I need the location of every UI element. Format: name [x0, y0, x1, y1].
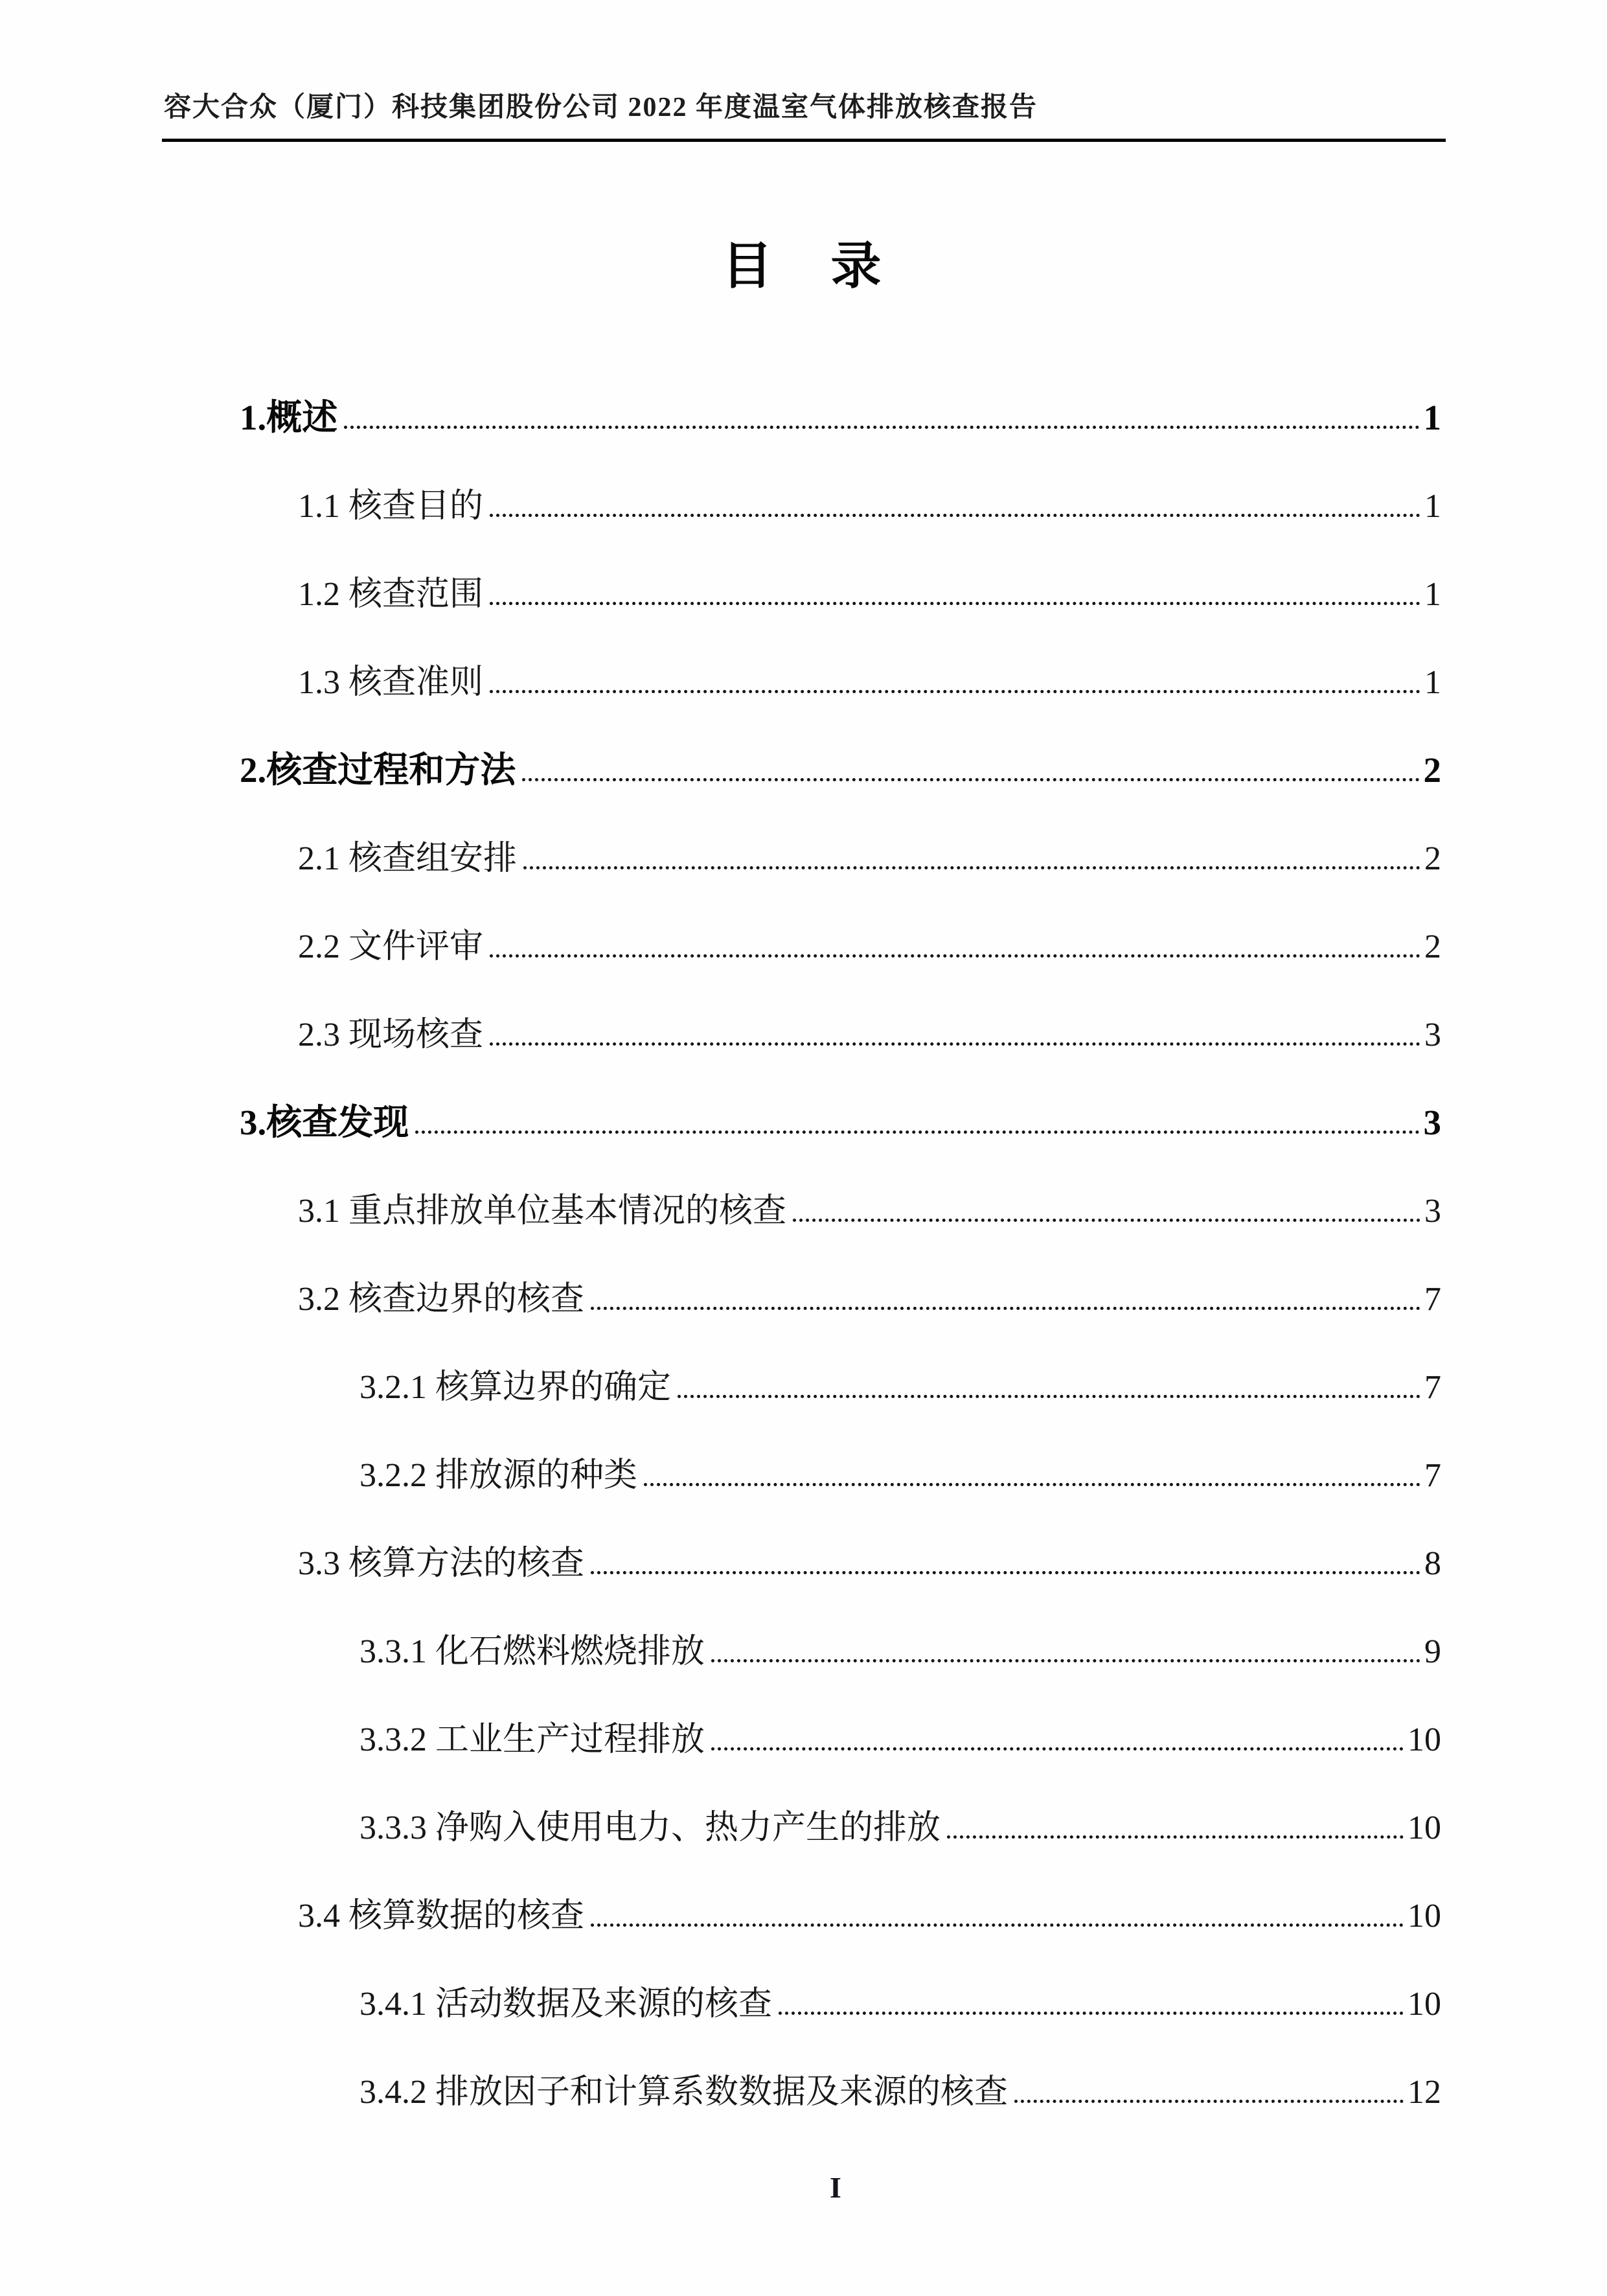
toc-entry[interactable]	[0, 1583, 1607, 1671]
toc-entry-page[interactable]: 7	[1424, 1457, 1441, 1495]
toc-leader-dots	[947, 1835, 1404, 1839]
toc-entry-label[interactable]: 3.3.2 工业生产过程排放	[359, 1721, 705, 1759]
toc-entry[interactable]	[0, 1495, 1607, 1583]
toc-entry-label[interactable]: 3.3.1 化石燃料燃烧排放	[359, 1633, 705, 1671]
toc-leader-dots	[522, 778, 1419, 781]
toc-entry-label[interactable]: 1.2 核查范围	[298, 576, 484, 614]
toc-leader-dots	[793, 1219, 1420, 1222]
toc-entry-page[interactable]: 7	[1424, 1369, 1441, 1406]
toc-entry-label[interactable]: 2.3 现场核查	[298, 1016, 484, 1054]
toc-entry[interactable]	[0, 1936, 1607, 2024]
toc-leader-dots	[490, 690, 1420, 693]
toc-entry-label[interactable]: 3.4 核算数据的核查	[298, 1898, 585, 1935]
toc-leader-dots	[678, 1395, 1420, 1398]
toc-leader-dots	[591, 1307, 1420, 1310]
toc-entry-label[interactable]: 3.4.1 活动数据及来源的核查	[359, 1986, 773, 2023]
toc-leader-dots	[344, 426, 1419, 429]
toc-entry[interactable]	[0, 1671, 1607, 1760]
toc-entry-page[interactable]: 3	[1423, 1102, 1441, 1142]
toc-entry-page[interactable]: 2	[1423, 750, 1441, 790]
toc-entry-page[interactable]: 1	[1424, 488, 1441, 525]
toc-entry-label[interactable]: 1.3 核查准则	[298, 664, 484, 702]
toc-leader-dots	[490, 514, 1420, 517]
toc-entry-page[interactable]: 9	[1424, 1633, 1441, 1671]
toc-entry[interactable]	[0, 1143, 1607, 1231]
toc-leader-dots	[591, 1571, 1420, 1574]
toc-entry[interactable]	[0, 438, 1607, 526]
toc-entry[interactable]	[0, 790, 1607, 878]
toc-entry-label[interactable]: 3.1 重点排放单位基本情况的核查	[298, 1193, 787, 1230]
toc-entry[interactable]	[0, 1231, 1607, 1319]
toc-entry-label[interactable]: 3.核查发现	[240, 1102, 409, 1142]
toc-entry-page[interactable]: 1	[1424, 664, 1441, 702]
toc-entry[interactable]	[0, 1848, 1607, 1936]
toc-entry[interactable]	[0, 2024, 1607, 2112]
toc-entry-page[interactable]: 1	[1424, 576, 1441, 614]
toc-entry-page[interactable]: 2	[1424, 928, 1441, 966]
toc-entry-label[interactable]: 3.2.1 核算边界的确定	[359, 1369, 672, 1406]
toc-entry[interactable]	[0, 1055, 1607, 1143]
toc-leader-dots	[415, 1131, 1419, 1134]
toc-entry-page[interactable]: 10	[1408, 1721, 1441, 1759]
toc-leader-dots	[779, 2012, 1404, 2015]
toc-leader-dots	[591, 1923, 1404, 1927]
toc-leader-dots	[490, 602, 1420, 605]
toc-entry-label[interactable]: 2.2 文件评审	[298, 928, 484, 966]
toc-entry-page[interactable]: 2	[1424, 840, 1441, 878]
table-of-contents	[0, 350, 1607, 2112]
toc-leader-dots	[490, 1042, 1420, 1046]
toc-entry-page[interactable]: 1	[1423, 397, 1441, 437]
toc-entry-label[interactable]: 3.2.2 排放源的种类	[359, 1457, 638, 1495]
toc-entry[interactable]	[0, 1407, 1607, 1495]
toc-entry-page[interactable]: 3	[1424, 1016, 1441, 1054]
toc-entry[interactable]	[0, 1760, 1607, 1848]
toc-entry-label[interactable]: 3.3.3 净购入使用电力、热力产生的排放	[359, 1809, 941, 1847]
toc-entry[interactable]	[0, 878, 1607, 967]
header-rule	[162, 139, 1446, 142]
toc-entry-label[interactable]: 2.1 核查组安排	[298, 840, 518, 878]
running-header: 容大合众（厦门）科技集团股份公司 2022 年度温室气体排放核查报告	[164, 93, 1038, 122]
page-number: I	[830, 2171, 841, 2204]
toc-entry-label[interactable]: 1.概述	[240, 397, 338, 437]
toc-title: 目 录	[722, 238, 885, 294]
toc-leader-dots	[711, 1659, 1420, 1662]
toc-entry-page[interactable]: 10	[1408, 1809, 1441, 1847]
toc-entry-page[interactable]: 7	[1424, 1281, 1441, 1318]
toc-entry-label[interactable]: 3.3 核算方法的核查	[298, 1545, 585, 1583]
toc-entry[interactable]	[0, 526, 1607, 614]
toc-leader-dots	[490, 954, 1420, 958]
toc-entry-label[interactable]: 3.2 核查边界的核查	[298, 1281, 585, 1318]
toc-entry[interactable]	[0, 967, 1607, 1055]
toc-entry[interactable]	[0, 1319, 1607, 1407]
toc-entry-page[interactable]: 3	[1424, 1193, 1441, 1230]
toc-leader-dots	[523, 866, 1420, 869]
toc-leader-dots	[644, 1483, 1420, 1486]
toc-leader-dots	[711, 1747, 1404, 1751]
toc-entry-label[interactable]: 2.核查过程和方法	[240, 750, 516, 790]
toc-leader-dots	[1014, 2100, 1404, 2103]
page-footer	[803, 2170, 868, 2205]
toc-entry-page[interactable]: 10	[1408, 1898, 1441, 1935]
toc-entry-page[interactable]: 10	[1408, 1986, 1441, 2023]
toc-entry[interactable]	[0, 350, 1607, 438]
toc-entry[interactable]	[0, 702, 1607, 790]
toc-entry[interactable]	[0, 614, 1607, 702]
toc-entry-label[interactable]: 1.1 核查目的	[298, 488, 484, 525]
toc-entry-label[interactable]: 3.4.2 排放因子和计算系数数据及来源的核查	[359, 2074, 1009, 2111]
toc-entry-page[interactable]: 12	[1408, 2074, 1441, 2111]
toc-entry-page[interactable]: 8	[1424, 1545, 1441, 1583]
